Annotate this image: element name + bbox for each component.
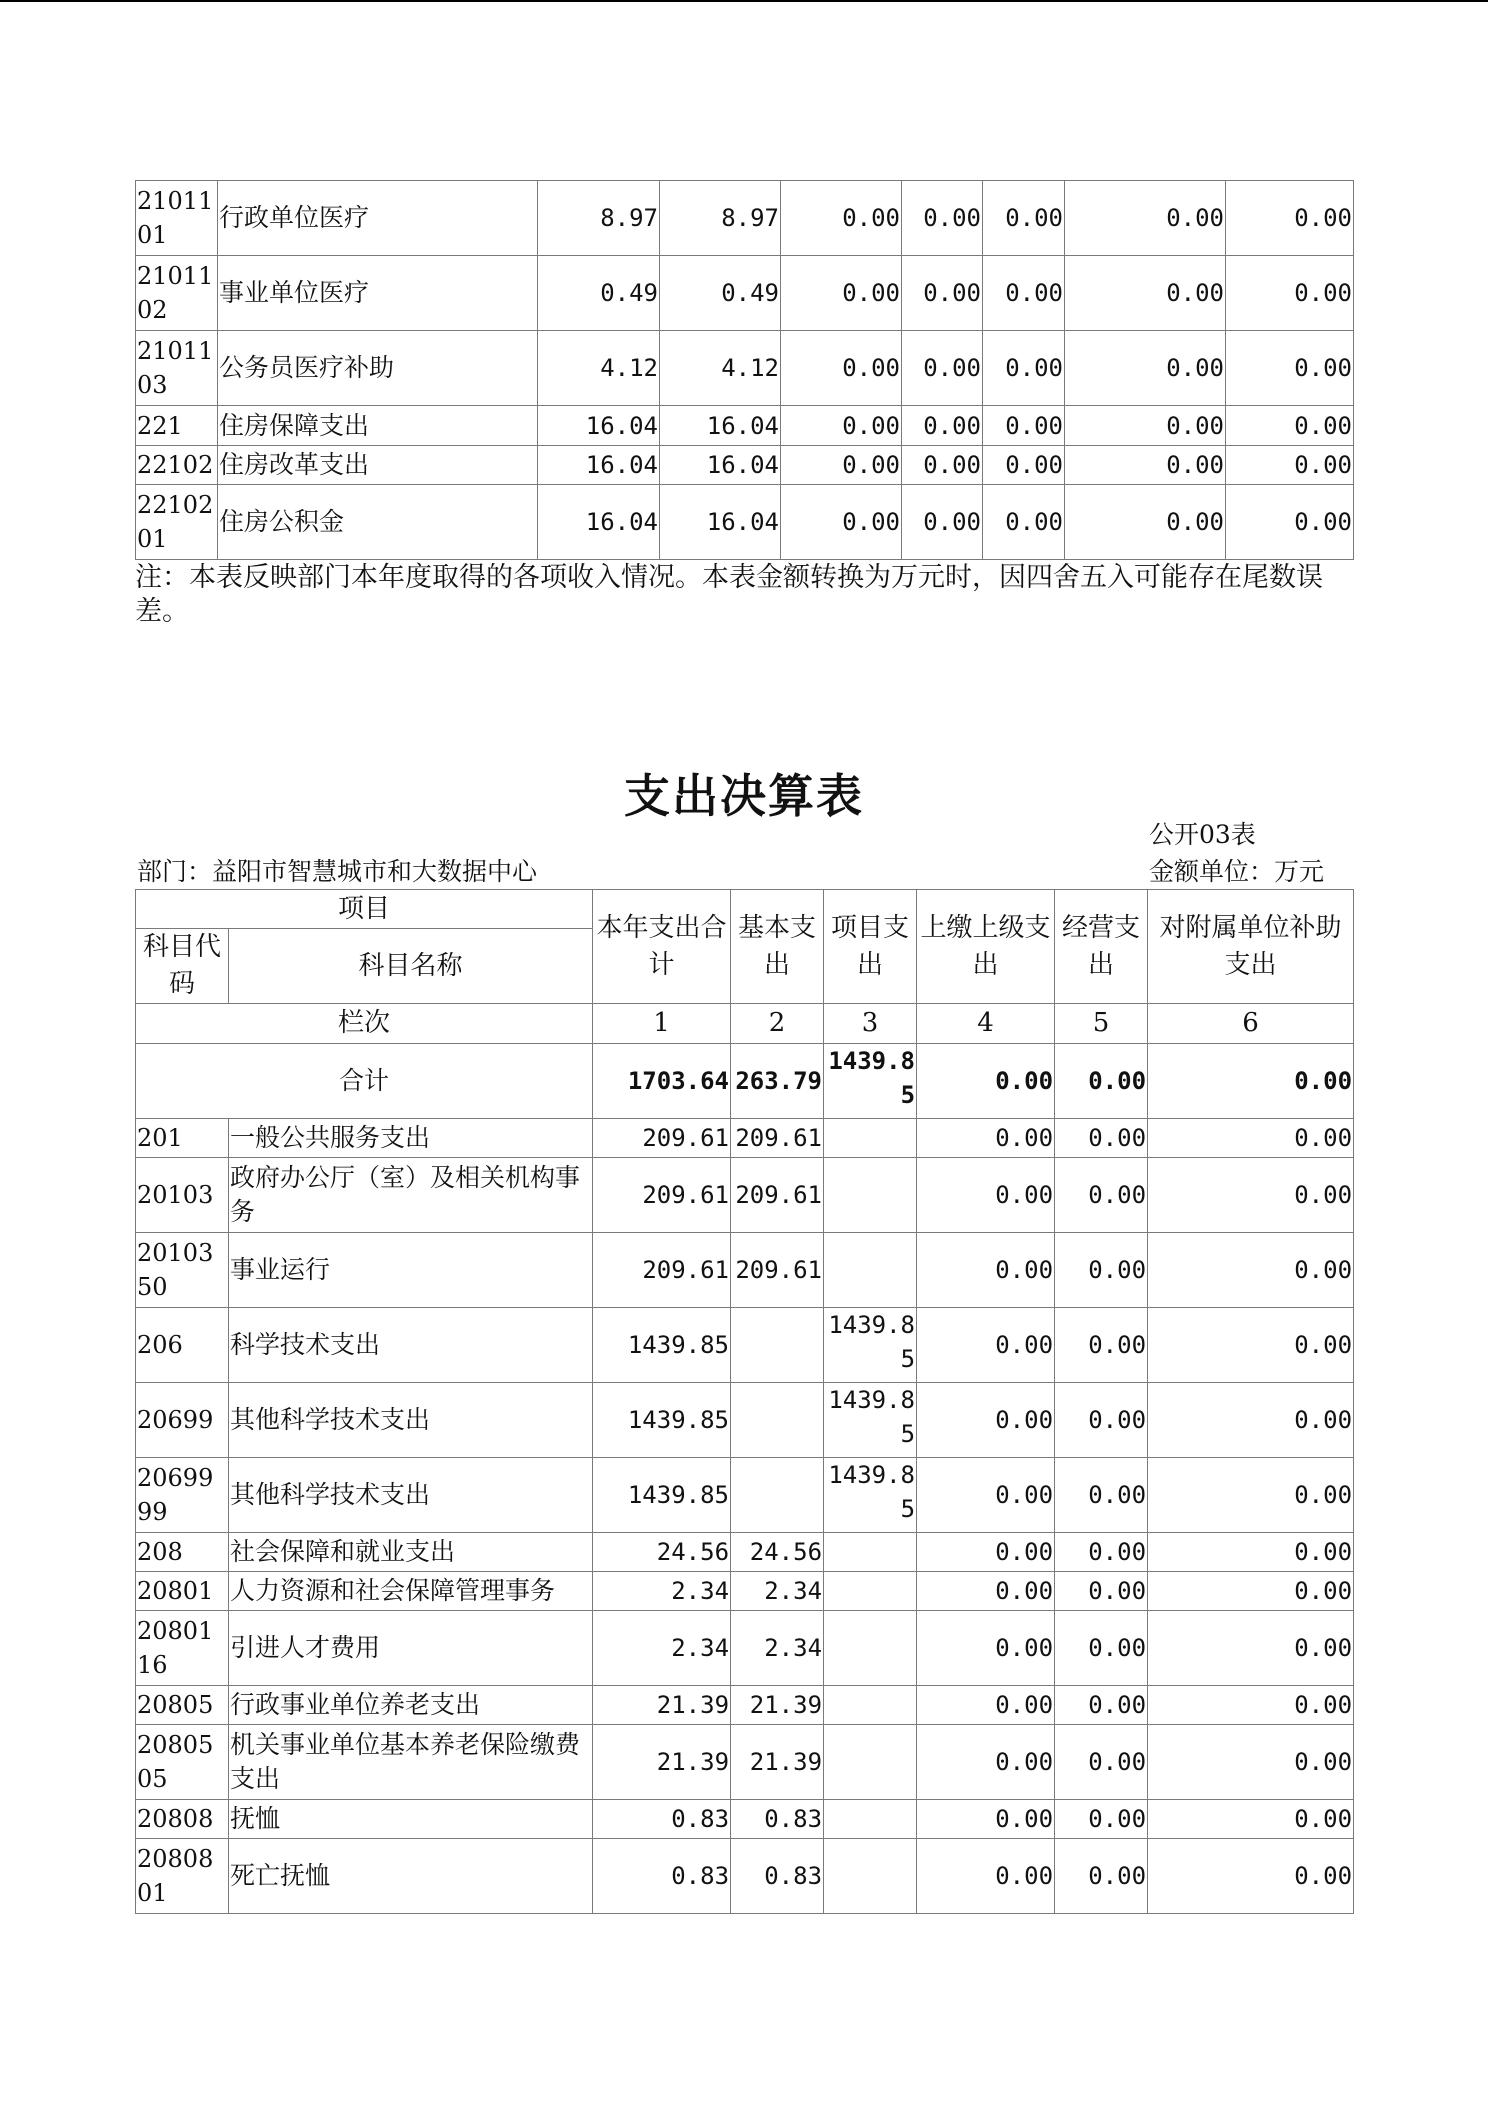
subject-name: 社会保障和就业支出 bbox=[229, 1533, 593, 1572]
amount-cell: 0.00 bbox=[917, 1572, 1055, 1611]
amount-cell: 24.56 bbox=[731, 1533, 824, 1572]
amount-cell: 21.39 bbox=[731, 1686, 824, 1725]
header-name: 科目名称 bbox=[229, 929, 593, 1004]
amount-cell: 2.34 bbox=[731, 1572, 824, 1611]
table-row bbox=[136, 485, 1354, 560]
amount-cell: 0.00 bbox=[1148, 1686, 1354, 1725]
subject-code: 2069999 bbox=[136, 1458, 229, 1533]
amount-cell: 0.00 bbox=[1055, 1308, 1148, 1383]
amount-cell: 0.00 bbox=[1065, 485, 1226, 560]
amount-cell: 0.00 bbox=[1065, 406, 1226, 446]
header-lanci: 栏次 bbox=[136, 1004, 593, 1044]
amount-cell: 0.00 bbox=[902, 485, 983, 560]
amount-cell: 0.00 bbox=[917, 1839, 1055, 1914]
subject-code: 221 bbox=[136, 406, 218, 446]
amount-cell: 0.00 bbox=[917, 1458, 1055, 1533]
table-row bbox=[136, 1839, 1354, 1914]
subject-name: 政府办公厅（室）及相关机构事务 bbox=[229, 1158, 593, 1233]
amount-cell: 0.00 bbox=[1148, 1233, 1354, 1308]
subject-name: 引进人才费用 bbox=[229, 1611, 593, 1686]
amount-cell: 16.04 bbox=[660, 406, 781, 446]
page-title: 支出决算表 bbox=[624, 769, 864, 823]
amount-cell: 2.34 bbox=[593, 1611, 731, 1686]
subject-name: 行政事业单位养老支出 bbox=[229, 1686, 593, 1725]
total-label: 合计 bbox=[136, 1044, 593, 1119]
amount-cell: 21.39 bbox=[593, 1686, 731, 1725]
table-row bbox=[136, 1572, 1354, 1611]
amount-cell: 2.34 bbox=[731, 1611, 824, 1686]
amount-cell: 0.00 bbox=[1055, 1725, 1148, 1800]
subject-code: 20808 bbox=[136, 1800, 229, 1839]
amount-cell: 1439.85 bbox=[824, 1383, 917, 1458]
column-number: 6 bbox=[1148, 1004, 1354, 1044]
top-border-line bbox=[0, 0, 1488, 2]
subject-code: 2101101 bbox=[136, 181, 218, 256]
amount-cell: 0.00 bbox=[1065, 331, 1226, 406]
table-row bbox=[136, 1308, 1354, 1383]
amount-cell: 0.00 bbox=[1065, 256, 1226, 331]
amount-cell: 0.00 bbox=[902, 256, 983, 331]
amount-cell: 0.00 bbox=[781, 446, 902, 485]
subject-name: 机关事业单位基本养老保险缴费支出 bbox=[229, 1725, 593, 1800]
subject-name: 住房改革支出 bbox=[218, 446, 538, 485]
column-number: 4 bbox=[917, 1004, 1055, 1044]
subject-name: 抚恤 bbox=[229, 1800, 593, 1839]
column-number: 5 bbox=[1055, 1004, 1148, 1044]
amount-cell: 0.00 bbox=[1055, 1839, 1148, 1914]
amount-cell: 0.00 bbox=[1055, 1119, 1148, 1158]
amount-cell: 0.00 bbox=[1055, 1458, 1148, 1533]
amount-cell: 0.00 bbox=[1055, 1686, 1148, 1725]
column-number: 1 bbox=[593, 1004, 731, 1044]
subject-code: 2101102 bbox=[136, 256, 218, 331]
table-row bbox=[136, 1158, 1354, 1233]
amount-cell: 0.00 bbox=[1148, 1839, 1354, 1914]
header-col4: 上缴上级支出 bbox=[917, 890, 1055, 1004]
amount-cell: 0.00 bbox=[1148, 1533, 1354, 1572]
subject-code: 208 bbox=[136, 1533, 229, 1572]
header-row bbox=[136, 890, 1354, 929]
amount-cell: 209.61 bbox=[593, 1233, 731, 1308]
amount-cell: 0.83 bbox=[593, 1800, 731, 1839]
table-row bbox=[136, 406, 1354, 446]
amount-cell: 0.00 bbox=[1055, 1611, 1148, 1686]
form-number: 公开03表 bbox=[1149, 820, 1256, 849]
amount-cell: 0.00 bbox=[781, 256, 902, 331]
amount-cell: 0.00 bbox=[1226, 181, 1354, 256]
amount-cell bbox=[824, 1158, 917, 1233]
amount-cell: 0.00 bbox=[917, 1611, 1055, 1686]
header-col3: 项目支出 bbox=[824, 890, 917, 1004]
amount-cell bbox=[824, 1725, 917, 1800]
amount-cell: 0.83 bbox=[731, 1800, 824, 1839]
amount-cell: 1439.85 bbox=[593, 1383, 731, 1458]
table-row bbox=[136, 331, 1354, 406]
amount-cell: 16.04 bbox=[538, 406, 660, 446]
amount-cell: 0.00 bbox=[917, 1686, 1055, 1725]
column-number: 2 bbox=[731, 1004, 824, 1044]
amount-cell: 1439.85 bbox=[593, 1308, 731, 1383]
amount-cell: 0.49 bbox=[660, 256, 781, 331]
amount-cell: 1439.85 bbox=[824, 1458, 917, 1533]
amount-cell: 0.00 bbox=[917, 1725, 1055, 1800]
amount-cell: 1439.85 bbox=[593, 1458, 731, 1533]
amount-cell: 0.00 bbox=[1055, 1533, 1148, 1572]
subject-code: 20103 bbox=[136, 1158, 229, 1233]
amount-cell: 16.04 bbox=[538, 446, 660, 485]
table-row bbox=[136, 1383, 1354, 1458]
amount-cell: 0.00 bbox=[1148, 1572, 1354, 1611]
amount-cell: 0.00 bbox=[983, 406, 1065, 446]
amount-cell: 0.00 bbox=[1065, 181, 1226, 256]
amount-cell: 0.00 bbox=[902, 331, 983, 406]
income-table-continued bbox=[135, 180, 1354, 560]
subject-name: 人力资源和社会保障管理事务 bbox=[229, 1572, 593, 1611]
subject-code: 20699 bbox=[136, 1383, 229, 1458]
table-row bbox=[136, 1725, 1354, 1800]
amount-cell: 209.61 bbox=[593, 1158, 731, 1233]
amount-cell: 0.00 bbox=[1065, 446, 1226, 485]
column-number: 3 bbox=[824, 1004, 917, 1044]
amount-cell: 0.00 bbox=[917, 1308, 1055, 1383]
header-project: 项目 bbox=[136, 890, 593, 929]
amount-cell: 0.00 bbox=[1055, 1383, 1148, 1458]
amount-cell: 209.61 bbox=[731, 1119, 824, 1158]
amount-cell: 0.00 bbox=[1055, 1158, 1148, 1233]
amount-cell: 0.00 bbox=[983, 331, 1065, 406]
amount-cell: 0.00 bbox=[1226, 256, 1354, 331]
subject-code: 20801 bbox=[136, 1572, 229, 1611]
amount-cell: 0.00 bbox=[1226, 331, 1354, 406]
amount-cell: 0.00 bbox=[1148, 1800, 1354, 1839]
amount-cell: 1439.85 bbox=[824, 1308, 917, 1383]
amount-cell: 0.00 bbox=[1055, 1233, 1148, 1308]
amount-cell: 0.00 bbox=[902, 406, 983, 446]
amount-cell: 0.00 bbox=[1226, 446, 1354, 485]
amount-cell: 16.04 bbox=[660, 446, 781, 485]
amount-cell: 0.00 bbox=[917, 1233, 1055, 1308]
amount-cell: 0.00 bbox=[1148, 1383, 1354, 1458]
amount-cell bbox=[824, 1839, 917, 1914]
table-row bbox=[136, 1611, 1354, 1686]
amount-cell: 0.00 bbox=[1055, 1800, 1148, 1839]
amount-cell bbox=[731, 1458, 824, 1533]
amount-cell: 0.00 bbox=[902, 181, 983, 256]
table-row bbox=[136, 256, 1354, 331]
amount-cell: 0.83 bbox=[731, 1839, 824, 1914]
amount-cell bbox=[731, 1383, 824, 1458]
amount-cell bbox=[824, 1572, 917, 1611]
table-row bbox=[136, 1233, 1354, 1308]
amount-cell bbox=[824, 1686, 917, 1725]
amount-cell: 0.00 bbox=[1055, 1572, 1148, 1611]
subject-code: 2010350 bbox=[136, 1233, 229, 1308]
department-label: 部门：益阳市智慧城市和大数据中心 bbox=[137, 857, 538, 886]
subject-name: 其他科学技术支出 bbox=[229, 1383, 593, 1458]
subject-name: 事业单位医疗 bbox=[218, 256, 538, 331]
column-number-row bbox=[136, 1004, 1354, 1044]
header-col2: 基本支出 bbox=[731, 890, 824, 1004]
amount-cell: 4.12 bbox=[538, 331, 660, 406]
table-row bbox=[136, 181, 1354, 256]
header-col1: 本年支出合计 bbox=[593, 890, 731, 1004]
amount-cell: 0.00 bbox=[917, 1800, 1055, 1839]
total-value: 0.00 bbox=[1148, 1044, 1354, 1119]
expenditure-table bbox=[135, 889, 1354, 1914]
amount-cell: 8.97 bbox=[660, 181, 781, 256]
amount-cell: 0.00 bbox=[1148, 1308, 1354, 1383]
table-row bbox=[136, 1686, 1354, 1725]
subject-code: 2080801 bbox=[136, 1839, 229, 1914]
amount-cell: 0.00 bbox=[1226, 485, 1354, 560]
subject-code: 201 bbox=[136, 1119, 229, 1158]
amount-cell: 0.00 bbox=[983, 256, 1065, 331]
amount-cell: 0.00 bbox=[917, 1533, 1055, 1572]
total-row bbox=[136, 1044, 1354, 1119]
table-row bbox=[136, 1533, 1354, 1572]
amount-cell: 0.00 bbox=[1148, 1158, 1354, 1233]
amount-cell: 24.56 bbox=[593, 1533, 731, 1572]
subject-code: 22102 bbox=[136, 446, 218, 485]
amount-cell: 209.61 bbox=[593, 1119, 731, 1158]
amount-cell: 0.49 bbox=[538, 256, 660, 331]
amount-cell: 8.97 bbox=[538, 181, 660, 256]
amount-cell: 0.00 bbox=[781, 331, 902, 406]
total-value: 0.00 bbox=[917, 1044, 1055, 1119]
total-value: 263.79 bbox=[731, 1044, 824, 1119]
subject-code: 2101103 bbox=[136, 331, 218, 406]
subject-name: 一般公共服务支出 bbox=[229, 1119, 593, 1158]
subject-name: 其他科学技术支出 bbox=[229, 1458, 593, 1533]
amount-cell: 0.00 bbox=[781, 406, 902, 446]
amount-unit: 金额单位：万元 bbox=[1149, 857, 1325, 886]
header-col5: 经营支出 bbox=[1055, 890, 1148, 1004]
amount-cell: 2.34 bbox=[593, 1572, 731, 1611]
amount-cell: 209.61 bbox=[731, 1158, 824, 1233]
amount-cell: 0.00 bbox=[917, 1119, 1055, 1158]
amount-cell: 4.12 bbox=[660, 331, 781, 406]
subject-name: 住房保障支出 bbox=[218, 406, 538, 446]
amount-cell: 0.00 bbox=[917, 1383, 1055, 1458]
amount-cell: 0.00 bbox=[1148, 1611, 1354, 1686]
amount-cell: 0.00 bbox=[983, 446, 1065, 485]
subject-code: 20805 bbox=[136, 1686, 229, 1725]
amount-cell bbox=[731, 1308, 824, 1383]
amount-cell bbox=[824, 1800, 917, 1839]
table-row bbox=[136, 1458, 1354, 1533]
subject-name: 死亡抚恤 bbox=[229, 1839, 593, 1914]
amount-cell: 0.00 bbox=[1226, 406, 1354, 446]
amount-cell: 16.04 bbox=[538, 485, 660, 560]
amount-cell: 0.00 bbox=[781, 181, 902, 256]
table-row bbox=[136, 446, 1354, 485]
amount-cell: 0.83 bbox=[593, 1839, 731, 1914]
header-col6: 对附属单位补助支出 bbox=[1148, 890, 1354, 1004]
amount-cell: 0.00 bbox=[917, 1158, 1055, 1233]
subject-name: 事业运行 bbox=[229, 1233, 593, 1308]
amount-cell bbox=[824, 1533, 917, 1572]
subject-code: 2080116 bbox=[136, 1611, 229, 1686]
amount-cell bbox=[824, 1611, 917, 1686]
amount-cell: 0.00 bbox=[902, 446, 983, 485]
subject-name: 科学技术支出 bbox=[229, 1308, 593, 1383]
amount-cell: 0.00 bbox=[983, 181, 1065, 256]
subject-name: 公务员医疗补助 bbox=[218, 331, 538, 406]
subject-code: 206 bbox=[136, 1308, 229, 1383]
subject-code: 2080505 bbox=[136, 1725, 229, 1800]
total-value: 0.00 bbox=[1055, 1044, 1148, 1119]
amount-cell: 0.00 bbox=[1148, 1458, 1354, 1533]
total-value: 1439.85 bbox=[824, 1044, 917, 1119]
amount-cell: 0.00 bbox=[781, 485, 902, 560]
amount-cell bbox=[824, 1233, 917, 1308]
subject-code: 2210201 bbox=[136, 485, 218, 560]
amount-cell: 0.00 bbox=[1148, 1119, 1354, 1158]
amount-cell: 21.39 bbox=[593, 1725, 731, 1800]
total-value: 1703.64 bbox=[593, 1044, 731, 1119]
subject-name: 行政单位医疗 bbox=[218, 181, 538, 256]
table-row bbox=[136, 1119, 1354, 1158]
amount-cell: 0.00 bbox=[1148, 1725, 1354, 1800]
amount-cell bbox=[824, 1119, 917, 1158]
amount-cell: 0.00 bbox=[983, 485, 1065, 560]
subject-name: 住房公积金 bbox=[218, 485, 538, 560]
table-note: 注：本表反映部门本年度取得的各项收入情况。本表金额转换为万元时，因四舍五入可能存在尾数误差。 bbox=[135, 562, 1323, 627]
header-code: 科目代码 bbox=[136, 929, 229, 1004]
amount-cell: 209.61 bbox=[731, 1233, 824, 1308]
amount-cell: 16.04 bbox=[660, 485, 781, 560]
table-row bbox=[136, 1800, 1354, 1839]
amount-cell: 21.39 bbox=[731, 1725, 824, 1800]
